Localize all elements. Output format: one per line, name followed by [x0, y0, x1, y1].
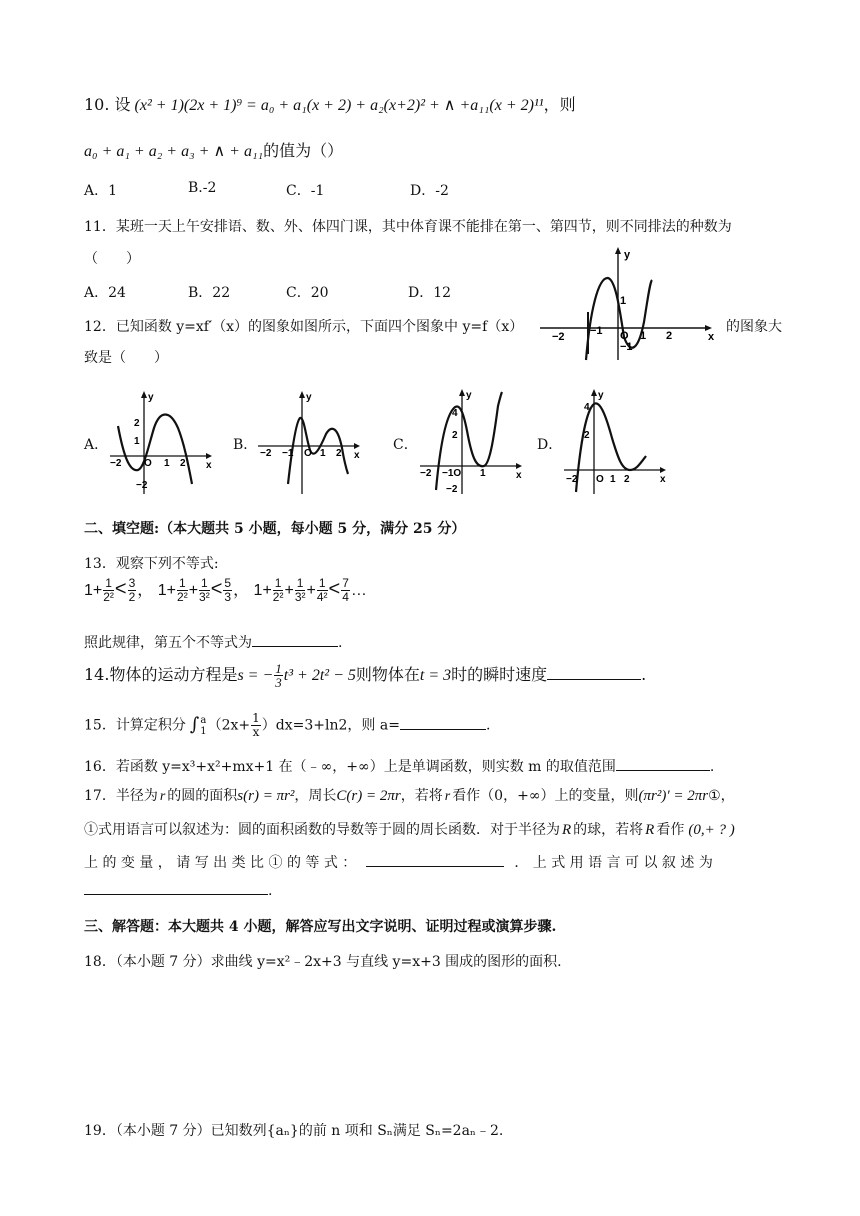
q17-R: R	[562, 822, 572, 838]
q17-R2: R	[645, 822, 655, 838]
q17-l1b: 的圆的面积	[167, 788, 238, 804]
label-yn2: −2	[136, 480, 148, 491]
q17-l2b: 的球，若将	[573, 822, 644, 838]
label-y4: 4	[584, 402, 590, 413]
q14-c: 时的瞬时速度	[451, 665, 548, 684]
q12-main-graph	[540, 242, 720, 364]
q14-frac	[274, 662, 283, 689]
section-2-title: 二、填空题:（本大题共 5 小题，每小题 5 分，满分 25 分）	[84, 521, 466, 537]
q17-f4: (0,+ ? )	[688, 822, 735, 838]
q15-limits	[200, 715, 206, 737]
ineq3-frac1	[273, 577, 284, 604]
ineq2-one: 1+	[157, 582, 177, 599]
ineq3-plus: +	[284, 582, 294, 599]
q12-graph-a	[106, 388, 216, 498]
ineq2	[157, 576, 254, 605]
ineq2-frac1	[177, 577, 188, 604]
label-o: O	[620, 330, 629, 342]
ineq3-plus2: +	[306, 582, 316, 599]
den: 3²	[199, 590, 210, 605]
label-y4: 4	[452, 408, 458, 419]
q15-answer-blank[interactable]	[400, 715, 486, 730]
ineq2-rhs	[223, 577, 232, 604]
q12-option-b-label: B．	[233, 437, 258, 453]
q18-text: 18．（本小题 7 分）求曲线 y=x²﹣2x+3 与直线 y=x+3 围成的图形的面积.	[84, 954, 562, 970]
label-y2: 2	[134, 418, 140, 429]
den: 2²	[272, 590, 284, 605]
label-p1: 1	[640, 330, 647, 342]
ineq1-frac1	[103, 577, 114, 604]
q12-graph-c	[416, 386, 526, 498]
num: 1	[201, 576, 208, 591]
ineq3-frac3	[317, 577, 328, 604]
ineq3-frac2	[295, 577, 306, 604]
label-y: y	[624, 249, 631, 261]
ineq3-one: 1+	[253, 582, 272, 599]
den: 4²	[316, 590, 328, 605]
q15-frac	[251, 712, 261, 739]
ineq1-one: 1+	[84, 582, 103, 599]
q17-l2c: 看作	[656, 822, 685, 838]
q14-line	[84, 662, 646, 689]
q17-l3b: ． 上 式 用 语 言 可 以 叙 述 为	[514, 855, 713, 871]
q12-text-b: 的图象大	[726, 319, 782, 335]
q11-option-a: A．24	[84, 285, 126, 301]
q17-l3a: 上 的 变 量 ， 请 写 出 类 比 ① 的 等 式 ：	[84, 855, 357, 871]
x-axis-arrow-icon	[206, 453, 212, 459]
label-x: x	[206, 460, 212, 471]
label-x: x	[660, 474, 666, 485]
ineq3-lt: <	[328, 578, 341, 600]
num: 3	[128, 576, 136, 591]
q11-text: 11．某班一天上午安排语、数、外、体四门课，其中体育课不能排在第一、第四节，则不同排法的种数为	[84, 219, 732, 235]
q14-b: 则物体在	[355, 665, 420, 684]
label-n2: −2	[260, 448, 272, 459]
q14-a: 14.物体的运动方程是	[84, 665, 238, 684]
label-n2: −2	[552, 331, 565, 343]
q10-sum-text: 的值为（）	[263, 141, 344, 160]
q15-b: （2x+	[207, 717, 251, 734]
q10-line2	[84, 138, 343, 161]
den: 4	[342, 590, 349, 605]
q17-l1a: 17．半径为	[84, 788, 158, 804]
label-y: y	[306, 392, 312, 403]
q10-line1	[84, 92, 576, 115]
label-y1: 1	[134, 436, 140, 447]
label-o: O	[596, 474, 604, 485]
ineq2-sep: ，	[233, 582, 250, 599]
section-3-title: 三、解答题：本大题共 4 小题，解答应写出文字说明、证明过程或演算步骤.	[84, 919, 557, 935]
label-n1o: −1O	[442, 468, 462, 479]
label-p2: 2	[180, 458, 186, 469]
label-p1: 1	[480, 468, 486, 479]
q17-r: r	[159, 789, 166, 804]
y-axis-arrow-icon	[615, 247, 621, 254]
q12-text-c: 致是（ ）	[84, 350, 168, 366]
label-y: y	[466, 390, 472, 401]
q14-answer-blank[interactable]	[547, 665, 641, 680]
label-y2: 2	[452, 430, 458, 441]
q13-line2-text: 照此规律，第五个不等式为	[84, 635, 252, 651]
num: 1	[179, 576, 186, 591]
den: 2	[128, 590, 136, 605]
q15-line	[84, 712, 490, 739]
q17-l1d: ，若将	[400, 788, 443, 804]
q12-graph-d	[560, 386, 670, 498]
q14-f1: s = −	[237, 667, 274, 684]
den: x	[252, 725, 260, 739]
ineq1-sep: ，	[137, 582, 154, 599]
q17-circ: ①，	[708, 788, 735, 804]
q17-l2: ①式用语言可以叙述为：圆的面积函数的导数等于圆的周长函数．对于半径为	[84, 822, 560, 838]
q16-text: 16．若函数 y=x³+x²+mx+1 在（﹣∞，+∞）上是单调函数，则实数 m 的取值范围	[84, 759, 616, 775]
q10-lead: 设	[114, 95, 131, 114]
q12-option-c-label: C．	[393, 437, 418, 453]
q14-f2: t³ + 2t² − 5	[283, 667, 356, 684]
q13-text: 13．观察下列不等式:	[84, 556, 219, 572]
den: 3	[275, 675, 282, 690]
num: 1	[275, 661, 282, 676]
q17-l1c: ，周长	[294, 788, 337, 804]
ineq1-rhs	[128, 577, 137, 604]
q15-a: 15．计算定积分	[84, 717, 186, 734]
q17-f2: C(r) = 2πr	[336, 788, 401, 804]
num: 5	[224, 576, 232, 591]
q16-answer-blank[interactable]	[616, 756, 710, 771]
den: 3²	[294, 590, 306, 605]
q10-option-d: D．-2	[410, 183, 449, 199]
curve	[118, 415, 192, 485]
q13-inequalities	[84, 577, 367, 604]
den: 2²	[177, 590, 188, 605]
q19-text: 19．（本小题 7 分）已知数列{aₙ}的前 n 项和 Sₙ满足 Sₙ=2aₙ﹣2.	[84, 1123, 504, 1139]
label-x: x	[516, 470, 522, 481]
label-n2: −2	[566, 474, 578, 485]
label-y: y	[148, 392, 154, 403]
num: 1	[105, 576, 112, 591]
label-p1: 1	[164, 458, 170, 469]
q14-end: .	[641, 665, 647, 684]
q12-option-a-label: A．	[84, 437, 109, 453]
lower: 1	[200, 725, 207, 737]
label-yn2: −2	[446, 484, 458, 495]
ineq3-rhs	[341, 577, 350, 604]
q10-sum-formula: a₀ + a₁ + a₂ + a₃ + ∧ + a₁₁	[84, 143, 264, 160]
num: 7	[342, 576, 349, 591]
curve	[586, 278, 652, 360]
q17-l4: .	[268, 883, 273, 899]
label-n2: −2	[420, 468, 432, 479]
q17-line2	[84, 819, 735, 839]
q12-text-a: 12．已知函数 y=xf′（x）的图象如图所示，下面四个图象中 y=f（x）	[84, 319, 524, 335]
num: 1	[296, 576, 304, 591]
y-axis-arrow-icon	[141, 391, 147, 398]
q10-number: 10.	[84, 95, 115, 114]
label-n1: −1	[590, 325, 603, 337]
label-y: y	[598, 390, 604, 401]
q17-l1e: 看作（0，+∞）上的变量，则	[452, 788, 639, 804]
x-axis-arrow-icon	[354, 443, 360, 449]
upper: a	[200, 714, 207, 726]
q17-r2: r	[444, 789, 451, 804]
q12-graph-b	[254, 388, 364, 498]
num: 1	[274, 576, 282, 591]
ineq1-lt: <	[114, 578, 127, 600]
den: 2²	[103, 590, 114, 605]
q11-option-d: D．12	[408, 285, 452, 301]
label-n1: −1	[282, 448, 294, 459]
q11-option-b: B．22	[188, 285, 231, 301]
y-axis-arrow-icon	[591, 389, 597, 396]
q15-end: .	[485, 717, 491, 734]
label-y1: 1	[620, 295, 627, 307]
y-axis-arrow-icon	[299, 391, 305, 398]
q16-end: .	[709, 759, 715, 775]
num: 1	[252, 711, 260, 725]
label-o: O	[144, 458, 152, 469]
q11-option-c: C．20	[286, 285, 329, 301]
label-p2: 2	[624, 474, 630, 485]
ineq2-frac2	[199, 577, 210, 604]
label-x: x	[354, 450, 360, 461]
label-p2: 2	[336, 448, 342, 459]
label-x: x	[708, 331, 715, 343]
label-p1: 1	[320, 448, 326, 459]
y-axis-arrow-icon	[459, 389, 465, 396]
q17-f3: (πr²)′ = 2πr	[638, 788, 709, 804]
q10-option-a: A．1	[84, 183, 118, 199]
ineq3	[253, 576, 367, 605]
q10-tail: ，则	[543, 95, 576, 114]
q15-c: ）dx=3+ln2，则 a=	[261, 717, 400, 734]
q13-answer-blank[interactable]	[252, 632, 338, 647]
q17-statement-blank[interactable]	[84, 880, 268, 895]
q17-line1	[84, 785, 735, 805]
label-n2: −2	[110, 458, 122, 469]
q13-line2	[84, 632, 342, 652]
q17-line3	[84, 852, 713, 872]
ineq3-dots: …	[350, 582, 367, 599]
label-p1: 1	[610, 474, 616, 485]
x-axis-arrow-icon	[660, 467, 666, 473]
q17-f1: s(r) = πr²	[237, 788, 295, 804]
q12-option-d-label: D．	[537, 437, 563, 453]
q17-equation-blank[interactable]	[366, 852, 504, 867]
label-o: O	[304, 448, 312, 459]
q17-line4	[84, 880, 272, 899]
q14-f3: t = 3	[419, 667, 452, 684]
ineq2-plus: +	[188, 582, 199, 599]
q10-option-b: B.-2	[188, 180, 217, 196]
x-axis-arrow-icon	[516, 463, 522, 469]
den: 3	[224, 590, 232, 605]
label-y2: 2	[584, 430, 590, 441]
q10-formula: (x² + 1)(2x + 1)⁹ = a₀ + a₁(x + 2) + a₂(x+2)² + ∧ +a₁₁(x + 2)¹¹	[134, 97, 544, 114]
q10-option-c: C．-1	[286, 183, 325, 199]
label-yn1: −1	[620, 341, 633, 353]
q11-paren: （ ）	[84, 251, 140, 267]
q13-end: .	[338, 635, 343, 651]
integral-sign-icon: ∫	[189, 713, 200, 735]
num: 1	[318, 576, 326, 591]
ineq2-lt: <	[210, 578, 223, 600]
q16-line	[84, 756, 714, 776]
ineq1	[84, 576, 158, 605]
label-p2: 2	[666, 330, 673, 342]
